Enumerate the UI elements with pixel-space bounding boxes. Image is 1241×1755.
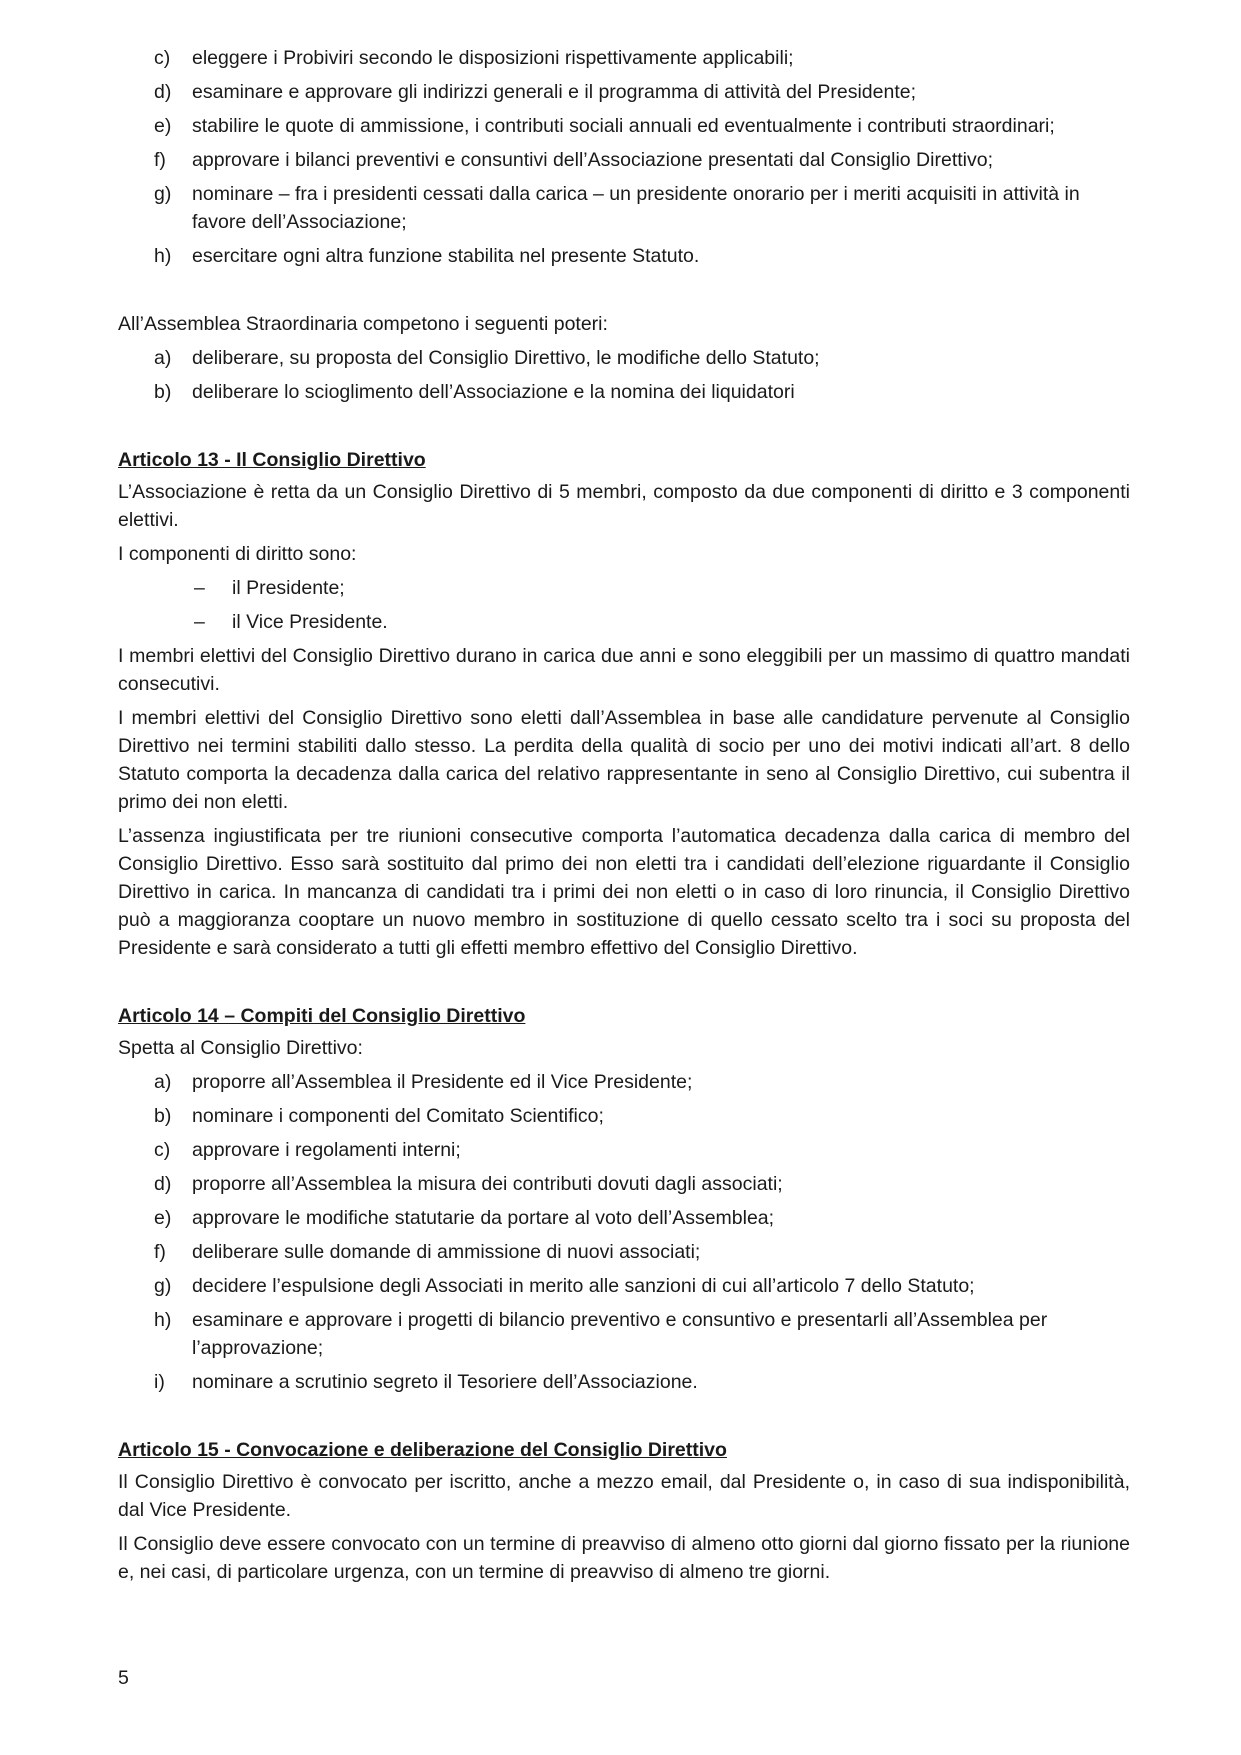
list-item-text: proporre all’Assemblea il Presidente ed il Vice Presidente; bbox=[192, 1071, 693, 1093]
list-item bbox=[118, 378, 1130, 406]
list-item bbox=[118, 1170, 1130, 1198]
list-item bbox=[118, 1068, 1130, 1096]
list-marker: b) bbox=[154, 1105, 172, 1127]
list-marker: e) bbox=[154, 1207, 172, 1229]
list-item bbox=[118, 112, 1130, 140]
spacer bbox=[118, 276, 1130, 310]
list-item bbox=[118, 44, 1130, 72]
paragraph: I membri elettivi del Consiglio Direttivo durano in carica due anni e sono eleggibili per un massimo di quattro mandati consecutivi. bbox=[118, 645, 1130, 695]
list-marker: c) bbox=[154, 47, 171, 69]
document-page bbox=[118, 44, 1130, 1592]
list-item bbox=[118, 344, 1130, 372]
list-item bbox=[118, 1204, 1130, 1232]
paragraph: L’Associazione è retta da un Consiglio Direttivo di 5 membri, composto da due componenti di diritto e 3 componenti elettivi. bbox=[118, 481, 1130, 531]
article-heading: Articolo 15 - Convocazione e deliberazione del Consiglio Direttivo bbox=[118, 1439, 727, 1461]
list-item bbox=[118, 1272, 1130, 1300]
list-item bbox=[118, 1136, 1130, 1164]
list-item-text: deliberare, su proposta del Consiglio Direttivo, le modifiche dello Statuto; bbox=[192, 347, 820, 369]
list-marker: e) bbox=[154, 115, 172, 137]
list-item bbox=[118, 1102, 1130, 1130]
list-item bbox=[118, 78, 1130, 106]
list-marker: f) bbox=[154, 1241, 166, 1263]
article-14 bbox=[118, 1002, 1130, 1396]
list-item-text: esaminare e approvare i progetti di bilancio preventivo e consuntivo e presentarli all’Assemblea per l’approvazione; bbox=[192, 1309, 1048, 1359]
page-number: 5 bbox=[118, 1667, 129, 1689]
list-marker: a) bbox=[154, 1071, 172, 1093]
dash-list-item bbox=[118, 574, 1130, 602]
spacer bbox=[118, 968, 1130, 1002]
dash-item-text: il Presidente; bbox=[232, 577, 345, 599]
article-heading: Articolo 14 – Compiti del Consiglio Direttivo bbox=[118, 1005, 526, 1027]
list-item-text: eleggere i Probiviri secondo le disposizioni rispettivamente applicabili; bbox=[192, 47, 794, 69]
paragraph: Spetta al Consiglio Direttivo: bbox=[118, 1037, 363, 1059]
list-marker: b) bbox=[154, 381, 172, 403]
list-marker: a) bbox=[154, 347, 172, 369]
article-heading: Articolo 13 - Il Consiglio Direttivo bbox=[118, 449, 426, 471]
list-marker: c) bbox=[154, 1139, 171, 1161]
paragraph: L’assenza ingiustificata per tre riunioni consecutive comporta l’automatica decadenza dalla carica di membro del Consiglio Direttivo. Esso sarà sostituito dal primo dei non eletti tra i candidati dell’elezione riguardante il Consiglio Direttivo in carica. In mancanza di candidati tra i primi dei non eletti o in caso di loro rinuncia, il Consiglio Direttivo può a maggioranza cooptare un nuovo membro in sostituzione di quello cessato scelto tra i soci su proposta del Presidente e sarà considerato a tutti gli effetti membro effettivo del Consiglio Direttivo. bbox=[118, 825, 1130, 959]
dash-list-item bbox=[118, 608, 1130, 636]
dash-marker: – bbox=[194, 611, 205, 633]
list-marker: h) bbox=[154, 245, 172, 267]
article-13 bbox=[118, 446, 1130, 962]
extraordinary-intro: All’Assemblea Straordinaria competono i seguenti poteri: bbox=[118, 313, 608, 335]
list-item-text: stabilire le quote di ammissione, i contributi sociali annuali ed eventualmente i contributi straordinari; bbox=[192, 115, 1055, 137]
list-item-text: esercitare ogni altra funzione stabilita nel presente Statuto. bbox=[192, 245, 700, 267]
list-item-text: deliberare sulle domande di ammissione di nuovi associati; bbox=[192, 1241, 701, 1263]
list-item-text: esaminare e approvare gli indirizzi generali e il programma di attività del Presidente; bbox=[192, 81, 917, 103]
list-item-text: nominare – fra i presidenti cessati dalla carica – un presidente onorario per i meriti acquisiti in attività in favore dell’Associazione; bbox=[192, 183, 1080, 233]
assembly-ordinary-list bbox=[118, 44, 1130, 270]
list-item-text: nominare a scrutinio segreto il Tesoriere dell’Associazione. bbox=[192, 1371, 698, 1393]
list-item bbox=[118, 1368, 1130, 1396]
article-15 bbox=[118, 1436, 1130, 1586]
list-item bbox=[118, 1238, 1130, 1266]
list-marker: g) bbox=[154, 1275, 172, 1297]
list-marker: f) bbox=[154, 149, 166, 171]
paragraph: I membri elettivi del Consiglio Direttivo sono eletti dall’Assemblea in base alle candidature pervenute al Consiglio Direttivo nei termini stabiliti dallo stesso. La perdita della qualità di socio per uno dei motivi indicati all’art. 8 dello Statuto comporta la decadenza dalla carica del relativo rappresentante in seno al Consiglio Direttivo, cui subentra il primo dei non eletti. bbox=[118, 707, 1130, 813]
list-item-text: approvare i regolamenti interni; bbox=[192, 1139, 461, 1161]
list-marker: g) bbox=[154, 183, 172, 205]
list-item-text: nominare i componenti del Comitato Scientifico; bbox=[192, 1105, 604, 1127]
dash-item-text: il Vice Presidente. bbox=[232, 611, 388, 633]
spacer bbox=[118, 1402, 1130, 1436]
list-marker: d) bbox=[154, 1173, 172, 1195]
list-marker: d) bbox=[154, 81, 172, 103]
paragraph: I componenti di diritto sono: bbox=[118, 543, 357, 565]
list-item bbox=[118, 146, 1130, 174]
list-item bbox=[118, 1306, 1130, 1362]
list-item bbox=[118, 180, 1130, 236]
spacer bbox=[118, 412, 1130, 446]
dash-marker: – bbox=[194, 577, 205, 599]
list-marker: h) bbox=[154, 1309, 172, 1331]
list-item-text: approvare le modifiche statutarie da portare al voto dell’Assemblea; bbox=[192, 1207, 775, 1229]
list-item-text: decidere l’espulsione degli Associati in merito alle sanzioni di cui all’articolo 7 dello Statuto; bbox=[192, 1275, 975, 1297]
paragraph: Il Consiglio deve essere convocato con un termine di preavviso di almeno otto giorni dal giorno fissato per la riunione e, nei casi, di particolare urgenza, con un termine di preavviso di almeno tre giorni. bbox=[118, 1533, 1130, 1583]
list-item bbox=[118, 242, 1130, 270]
list-marker: i) bbox=[154, 1371, 165, 1393]
list-item-text: deliberare lo scioglimento dell’Associazione e la nomina dei liquidatori bbox=[192, 381, 795, 403]
assembly-extraordinary-list bbox=[118, 344, 1130, 406]
paragraph: Il Consiglio Direttivo è convocato per iscritto, anche a mezzo email, dal Presidente o, in caso di sua indisponibilità, dal Vice Presidente. bbox=[118, 1471, 1130, 1521]
list-item-text: approvare i bilanci preventivi e consuntivi dell’Associazione presentati dal Consiglio Direttivo; bbox=[192, 149, 993, 171]
list-item-text: proporre all’Assemblea la misura dei contributi dovuti dagli associati; bbox=[192, 1173, 783, 1195]
